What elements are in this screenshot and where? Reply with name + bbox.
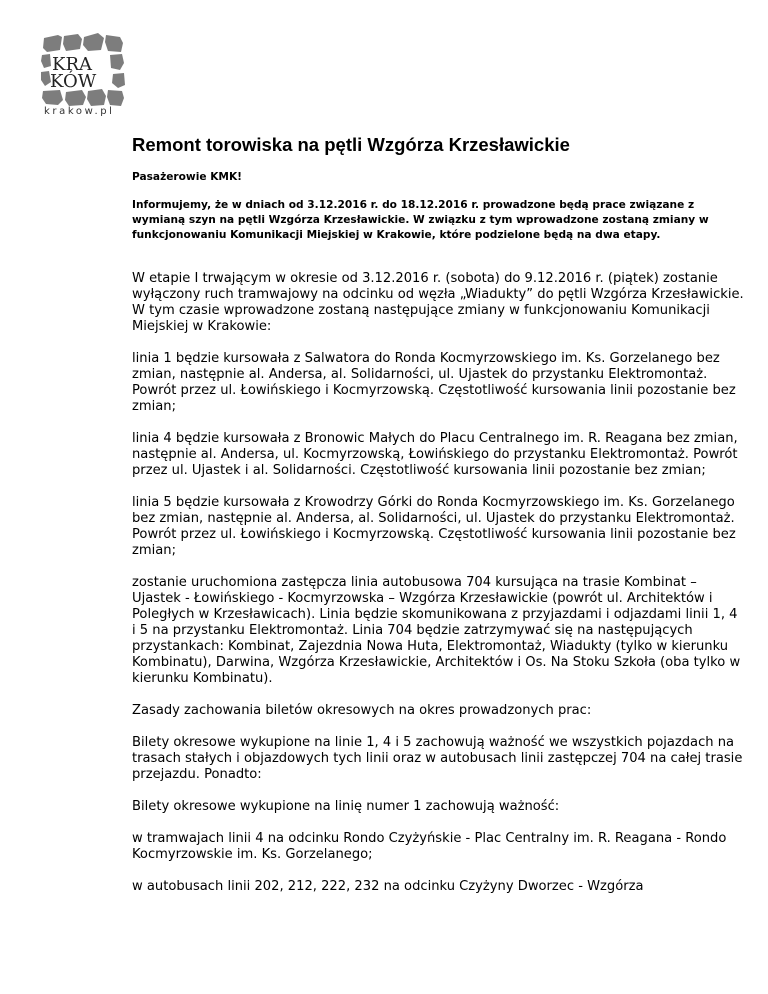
- paragraph: linia 4 będzie kursowała z Bronowic Małych do Placu Centralnego im. R. Reagana bez zmian, następnie al. Andersa, ul. Kocmyrzowską, Łowińskiego do przystanku Elektromontaż. Powrót przez ul. Ujastek i al. Solidarności. Częstotliwość kursowania linii pozostanie bez zmian;: [132, 431, 738, 478]
- paragraph: zostanie uruchomiona zastępcza linia autobusowa 704 kursująca na trasie Kombinat – Ujastek - Łowińskiego - Kocmyrzowska – Wzgórza Krzesławickie (powrót ul. Architektów i Poległych w Krzesławicach). Linia będzie skomunikowana z przyjazdami i odjazdami linii 1, 4 i 5 na przystanku Elektromontaż. Linia 704 będzie zatrzymywać się na następujących przystankach: Kombinat, Zajezdnia Nowa Huta, Elektromontaż, Wiadukty (tylko w kierunku Kombinatu), Darwina, Wzgórza Krzesławickie, Architektów i Os. Na Stoku Szkoła (oba tylko w kierunku Kombinatu).: [132, 575, 741, 686]
- paragraph: linia 5 będzie kursowała z Krowodrzy Górki do Ronda Kocmyrzowskiego im. Ks. Gorzelanego bez zmian, następnie al. Andersa, al. Solidarności, ul. Ujastek do przystanku Elektromontaż. Powrót przez ul. Łowińskiego i Kocmyrzowską. Częstotliwość kursowania linii pozostanie bez zmian;: [132, 495, 736, 558]
- logo-letters-line1: KRA: [52, 54, 92, 75]
- paragraph: linia 1 będzie kursowała z Salwatora do Ronda Kocmyrzowskiego im. Ks. Gorzelanego bez zmian, następnie al. Andersa, al. Solidarności, ul. Ujastek do przystanku Elektromontaż. Powrót przez ul. Łowińskiego i Kocmyrzowską. Częstotliwość kursowania linii pozostanie bez zmian;: [132, 351, 736, 414]
- intro-paragraph: Informujemy, że w dniach od 3.12.2016 r. do 18.12.2016 r. prowadzone będą prace związane z wymianą szyn na pętli Wzgórza Krzesławickie. W związku z tym wprowadzone zostaną zmiany w funkcjonowaniu Komunikacji Miejskiej w Krakowie, które podzielone będą na dwa etapy.: [132, 199, 709, 241]
- greeting: Pasażerowie KMK!: [132, 171, 243, 183]
- paragraph: Zasady zachowania biletów okresowych na okres prowadzonych prac:: [132, 703, 592, 718]
- paragraph: Bilety okresowe wykupione na linie 1, 4 i 5 zachowują ważność we wszystkich pojazdach na trasach stałych i objazdowych tych linii oraz w autobusach linii zastępczej 704 na całej trasie przejazdu. Ponadto:: [132, 735, 743, 782]
- logo-caption: krakow.pl: [44, 106, 115, 117]
- paragraph: w tramwajach linii 4 na odcinku Rondo Czyżyńskie - Plac Centralny im. R. Reagana - Rondo Kocmyrzowskie im. Ks. Gorzelanego;: [132, 831, 727, 862]
- paragraph: Bilety okresowe wykupione na linię numer 1 zachowują ważność:: [132, 799, 560, 814]
- paragraph: w autobusach linii 202, 212, 222, 232 na odcinku Czyżyny Dworzec - Wzgórza: [132, 879, 644, 894]
- article: [132, 134, 744, 911]
- page-title: Remont torowiska na pętli Wzgórza Krzesławickie: [132, 134, 570, 155]
- logo-letters-line2: KÓW: [50, 71, 97, 92]
- paragraph: W etapie I trwającym w okresie od 3.12.2016 r. (sobota) do 9.12.2016 r. (piątek) zostanie wyłączony ruch tramwajowy na odcinku od węzła „Wiadukty” do pętli Wzgórza Krzesławickie. W tym czasie wprowadzone zostaną następujące zmiany w funkcjonowaniu Komunikacji Miejskiej w Krakowie:: [132, 271, 744, 334]
- article-body: [132, 271, 744, 895]
